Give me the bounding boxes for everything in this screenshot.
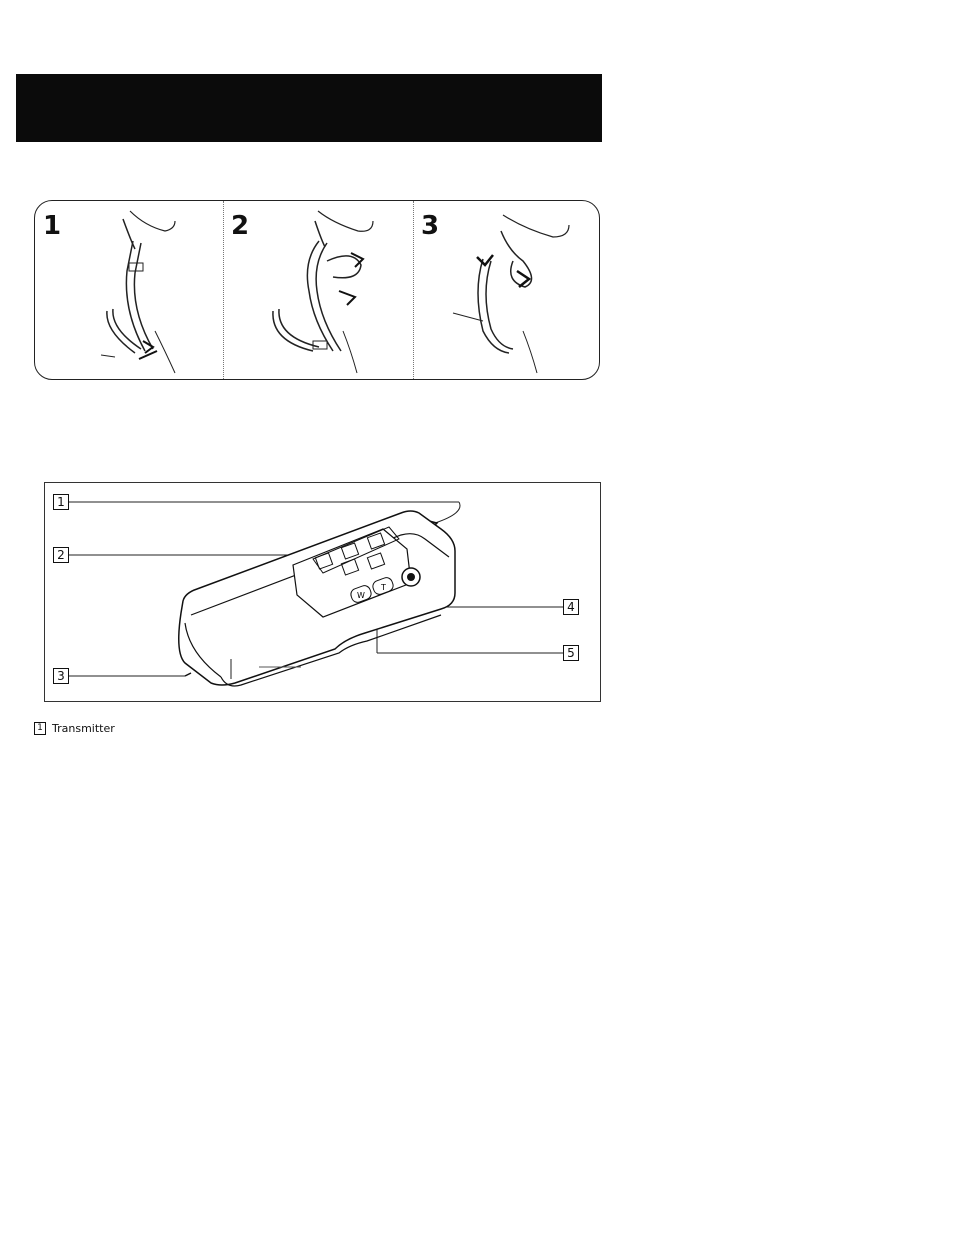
callout-2: 2 <box>53 547 69 563</box>
strap-step-2-illustration <box>223 201 413 380</box>
callout-5: 5 <box>563 645 579 661</box>
strap-step-3-illustration <box>413 201 600 380</box>
strap-step-1-illustration <box>35 201 223 380</box>
zoom-wide-label: W <box>357 591 365 600</box>
step-number: 3 <box>421 211 440 241</box>
zoom-tele-label: T <box>381 583 386 592</box>
step-2 <box>223 201 413 379</box>
callout-4: 4 <box>563 599 579 615</box>
caption-text: Transmitter <box>52 722 115 735</box>
strap-steps-panel <box>34 200 600 380</box>
step-number: 1 <box>43 211 62 241</box>
remote-diagram-panel <box>44 482 601 702</box>
section-header-bar <box>16 74 602 142</box>
caption-transmitter <box>34 722 115 735</box>
remote-commander-illustration <box>45 483 602 703</box>
caption-number: 1 <box>34 722 46 735</box>
step-number: 2 <box>231 211 250 241</box>
step-3 <box>413 201 600 379</box>
callout-transmitter: 1 <box>53 494 69 510</box>
step-1 <box>35 201 223 379</box>
callout-3: 3 <box>53 668 69 684</box>
